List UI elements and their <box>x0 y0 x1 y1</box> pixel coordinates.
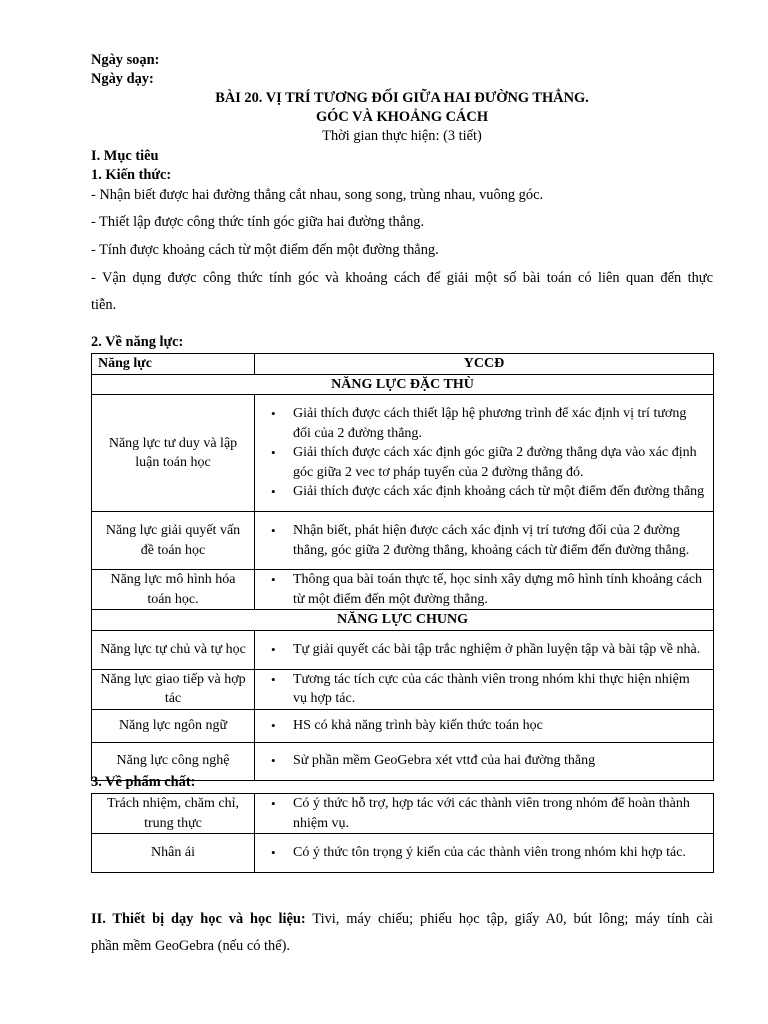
competency-requirements <box>255 395 714 512</box>
list-item: • HS có khả năng trình bày kiến thức toán học <box>293 716 707 736</box>
kien-thuc-heading: 1. Kiến thức: <box>91 167 172 183</box>
section-2-heading: II. Thiết bị dạy học và học liệu: <box>91 911 306 927</box>
list-item: • Có ý thức tôn trọng ý kiến của các thành viên trong nhóm khi hợp tác. <box>293 843 707 863</box>
list-item: • Tự giải quyết các bài tập trắc nghiệm ở phần luyện tập và bài tập về nhà. <box>293 640 707 660</box>
table-row <box>92 834 714 873</box>
lesson-title-line2: GÓC VÀ KHOẢNG CÁCH <box>315 109 489 125</box>
competency-requirements <box>255 709 714 742</box>
quality-requirements <box>255 834 714 873</box>
lesson-title-line1: BÀI 20. VỊ TRÍ TƯƠNG ĐỐI GIỮA HAI ĐƯỜNG THẲNG. <box>215 90 589 106</box>
competency-requirements <box>255 570 714 610</box>
competency-name: Năng lực giải quyết vấn đề toán học <box>92 512 255 570</box>
competency-requirements <box>255 742 714 780</box>
competency-requirements <box>255 512 714 570</box>
kien-thuc-item-4-line1: - Vận dụng được công thức tính góc và khoảng cách để giải một số bài toán có liên quan đến thực <box>91 270 713 286</box>
lesson-duration: Thời gian thực hiện: (3 tiết) <box>322 128 482 144</box>
column-header: Năng lực <box>92 354 255 375</box>
column-header: YCCĐ <box>255 354 714 375</box>
quality-name: Nhân ái <box>92 834 255 873</box>
list-item: • Giải thích được cách xác định khoảng cách từ một điểm đến đường thẳng <box>293 482 707 502</box>
section-2-text: Tivi, máy chiếu; phiếu học tập, giấy A0, bút lông; máy tính cài <box>305 911 713 927</box>
competency-name: Năng lực ngôn ngữ <box>92 709 255 742</box>
competency-name: Năng lực công nghệ <box>92 742 255 780</box>
table-row <box>92 669 714 709</box>
group-row <box>92 374 714 395</box>
group-header: NĂNG LỰC CHUNG <box>92 610 714 631</box>
competency-table <box>91 353 714 781</box>
list-item: • Nhận biết, phát hiện được cách xác định vị trí tương đối của 2 đường thẳng, góc giữa 2 đường thẳng, khoảng cách từ điểm đến đường thẳng. <box>293 521 707 560</box>
ngay-day-label: Ngày dạy: <box>91 71 154 87</box>
kien-thuc-item-4-line2: tiễn. <box>91 297 117 313</box>
list-item: • Thông qua bài toán thực tế, học sinh xây dựng mô hình tính khoảng cách từ một điểm đến một đường thẳng. <box>293 570 707 609</box>
table-row <box>92 709 714 742</box>
list-item: • Có ý thức hỗ trợ, hợp tác với các thành viên trong nhóm để hoàn thành nhiệm vụ. <box>293 794 707 833</box>
quality-table <box>91 793 714 873</box>
list-item: • Sử phần mềm GeoGebra xét vttđ của hai đường thẳng <box>293 751 707 771</box>
competency-requirements <box>255 669 714 709</box>
section-2-line1 <box>91 911 713 928</box>
table-row <box>92 512 714 570</box>
group-row <box>92 610 714 631</box>
kien-thuc-item-3: - Tính được khoảng cách từ một điểm đến một đường thẳng. <box>91 242 439 258</box>
table-row <box>92 570 714 610</box>
table-row <box>92 630 714 669</box>
pham-chat-heading: 3. Về phẩm chất: <box>91 774 196 790</box>
competency-requirements <box>255 630 714 669</box>
section-1-heading: I. Mục tiêu <box>91 148 159 164</box>
ngay-soan-label: Ngày soạn: <box>91 52 160 68</box>
group-header: NĂNG LỰC ĐẶC THÙ <box>92 374 714 395</box>
competency-name: Năng lực tự chủ và tự học <box>92 630 255 669</box>
nang-luc-heading: 2. Về năng lực: <box>91 334 184 350</box>
section-2-line2: phần mềm GeoGebra (nếu có thể). <box>91 938 290 954</box>
table-row <box>92 395 714 512</box>
table-header-row <box>92 354 714 375</box>
list-item: • Giải thích được cách xác định góc giữa 2 đường thẳng dựa vào xác định góc giữa 2 vec tơ pháp tuyến của 2 đường thẳng đó. <box>293 443 707 482</box>
kien-thuc-item-1: - Nhận biết được hai đường thẳng cắt nhau, song song, trùng nhau, vuông góc. <box>91 187 544 203</box>
table-row <box>92 794 714 834</box>
quality-name: Trách nhiệm, chăm chỉ, trung thực <box>92 794 255 834</box>
quality-requirements <box>255 794 714 834</box>
competency-name: Năng lực tư duy và lập luận toán học <box>92 395 255 512</box>
competency-name: Năng lực mô hình hóa toán học. <box>92 570 255 610</box>
competency-name: Năng lực giao tiếp và hợp tác <box>92 669 255 709</box>
kien-thuc-item-2: - Thiết lập được công thức tính góc giữa hai đường thẳng. <box>91 214 425 230</box>
list-item: • Giải thích được cách thiết lập hệ phương trình để xác định vị trí tương đối của 2 đường thẳng. <box>293 404 707 443</box>
list-item: • Tương tác tích cực của các thành viên trong nhóm khi thực hiện nhiệm vụ hợp tác. <box>293 670 707 709</box>
